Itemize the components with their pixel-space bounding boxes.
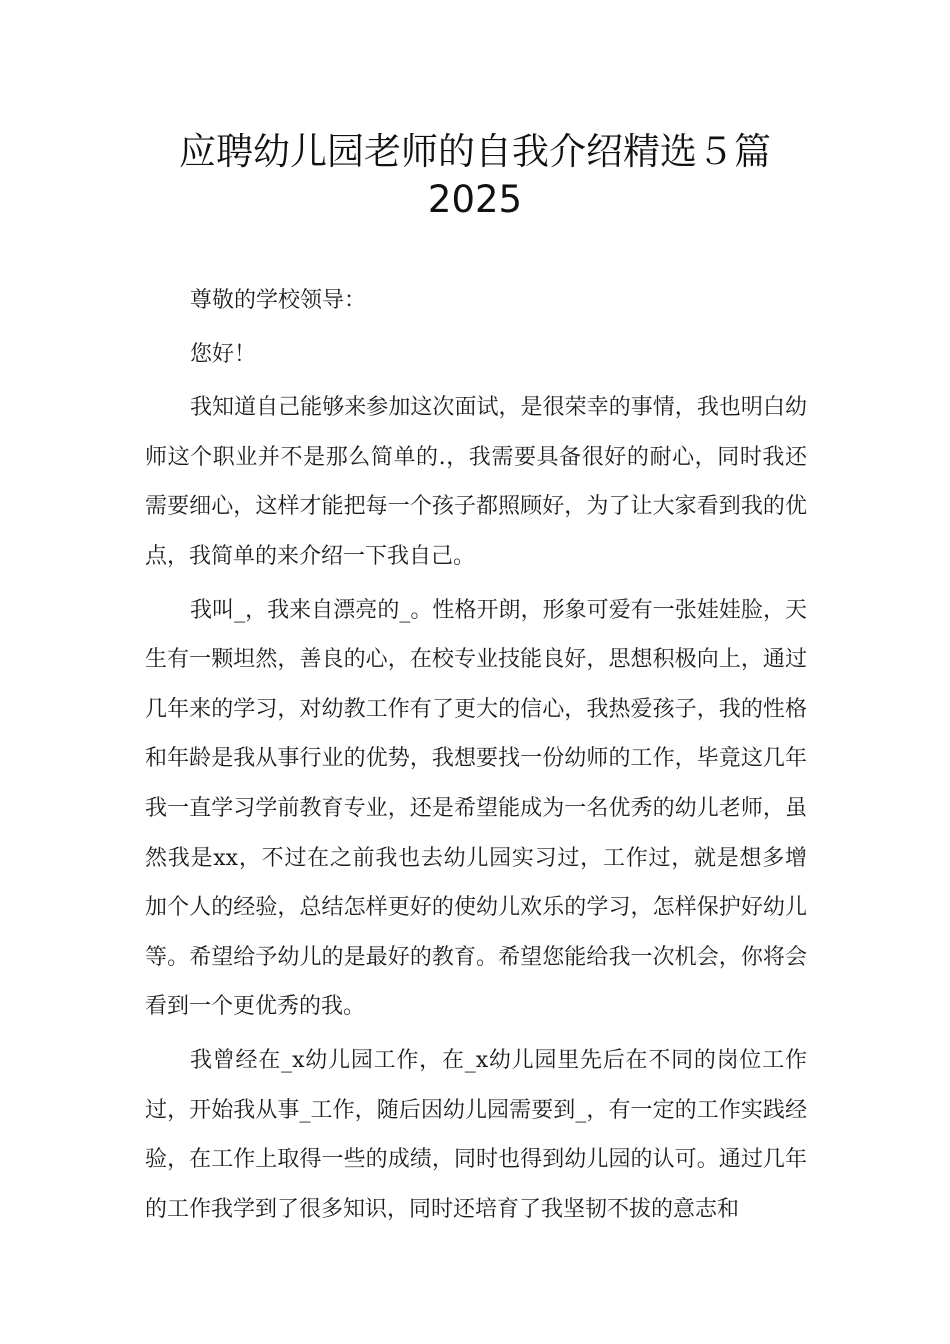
- paragraph: 我曾经在_x幼儿园工作，在_x幼儿园里先后在不同的岗位工作过，开始我从事_工作，随后因幼儿园需要到_，有一定的工作实践经验，在工作上取得一些的成绩，同时也得到幼儿园的认可。通过几年的工作我学到了很多知识，同时还培育了我坚韧不拔的意志和: [145, 1047, 807, 1222]
- salutation: 尊敬的学校领导：: [190, 288, 367, 313]
- paragraph: 我知道自己能够来参加这次面试，是很荣幸的事情，我也明白幼师这个职业并不是那么简单的.，我需要具备很好的耐心，同时我还需要细心，这样才能把每一个孩子都照顾好，为了让大家看到我的优点，我简单的来介绍一下我自己。: [145, 395, 807, 569]
- greeting: 您好！: [190, 341, 257, 367]
- document-body: [145, 276, 807, 1238]
- paragraph: 我叫_，我来自漂亮的_。性格开朗，形象可爱有一张娃娃脸，天生有一颗坦然，善良的心，在校专业技能良好，思想积极向上，通过几年来的学习，对幼教工作有了更大的信心，我热爱孩子，我的性格和年龄是我从事行业的优势，我想要找一份幼师的工作，毕竟这几年我一直学习学前教育专业，还是希望能成为一名优秀的幼儿老师，虽然我是xx，不过在之前我也去幼儿园实习过，工作过，就是想多增加个人的经验，总结怎样更好的使幼儿欢乐的学习，怎样保护好幼儿等。希望给予幼儿的是最好的教育。希望您能给我一次机会，你将会看到一个更优秀的我。: [145, 597, 807, 1020]
- title-line-1: 应聘幼儿园老师的自我介绍精选５篇: [179, 130, 771, 173]
- document-title: [100, 128, 850, 224]
- title-line-2: 2025: [427, 178, 523, 221]
